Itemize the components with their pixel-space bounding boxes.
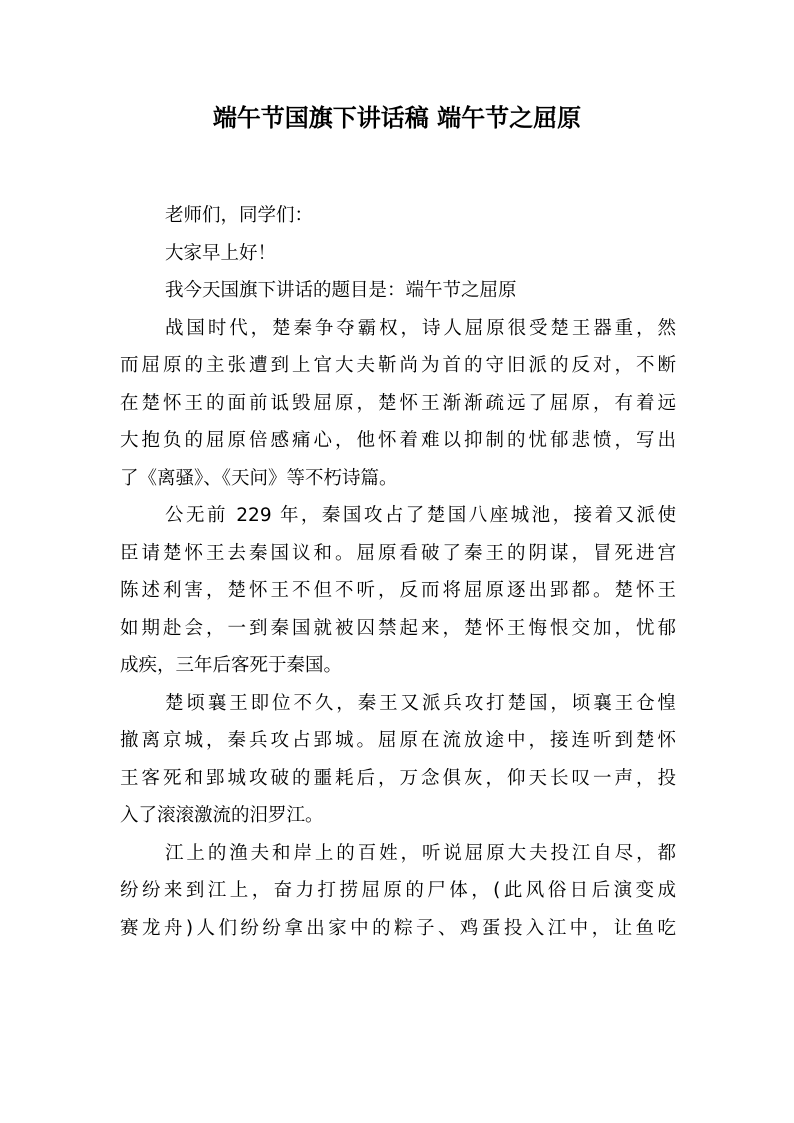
paragraph-line: 如期赴会，一到秦国就被囚禁起来，楚怀王悔恨交加，忧郁 [120,617,676,639]
paragraph-line: 大抱负的屈原倍感痛心，他怀着难以抑制的忧郁悲愤，写出 [120,430,676,451]
paragraph-line: 而屈原的主张遭到上官大夫靳尚为首的守旧派的反对，不断 [120,355,676,376]
paragraph-line: 了《离骚》、《天问》等不朽诗篇。 [120,467,398,489]
paragraph-line: 公无前 229 年，秦国攻占了楚国八座城池，接着又派使 [165,505,676,526]
paragraph-line: 江上的渔夫和岸上的百姓，听说屈原大夫投江自尽，都 [165,842,676,864]
paragraph-line: 在楚怀王的面前诋毁屈原，楚怀王渐渐疏远了屈原，有着远 [120,392,676,414]
paragraph-line: 入了滚滚激流的汨罗江。 [120,805,324,826]
greeting-line: 老师们，同学们： [165,205,314,226]
paragraph-line: 臣请楚怀王去秦国议和。屈原看破了秦王的阴谋，冒死进宫 [120,542,676,564]
paragraph-line: 撤离京城，秦兵攻占郢城。屈原在流放途中，接连听到楚怀 [120,730,676,751]
paragraph-line: 王客死和郢城攻破的噩耗后，万念俱灰，仰天长叹一声，投 [120,767,676,789]
document-title: 端午节国旗下讲话稿 端午节之屈原 [212,104,582,132]
paragraph-line: 成疾，三年后客死于秦国。 [120,655,343,676]
paragraph-line: 战国时代，楚秦争夺霸权，诗人屈原很受楚王器重，然 [165,317,676,339]
greeting-line: 大家早上好！ [165,242,277,264]
paragraph-line: 赛龙舟)人们纷纷拿出家中的粽子、鸡蛋投入江中，让鱼吃 [120,917,676,939]
document-body [120,197,676,947]
paragraph-line: 楚顷襄王即位不久，秦王又派兵攻打楚国，顷襄王仓惶 [165,692,676,714]
paragraph-line: 陈述利害，楚怀王不但不听，反而将屈原逐出郢都。楚怀王 [120,580,676,601]
topic-line: 我今天国旗下讲话的题目是：端午节之屈原 [165,280,517,301]
paragraph-line: 纷纷来到江上，奋力打捞屈原的尸体，(此风俗日后演变成 [120,880,676,901]
